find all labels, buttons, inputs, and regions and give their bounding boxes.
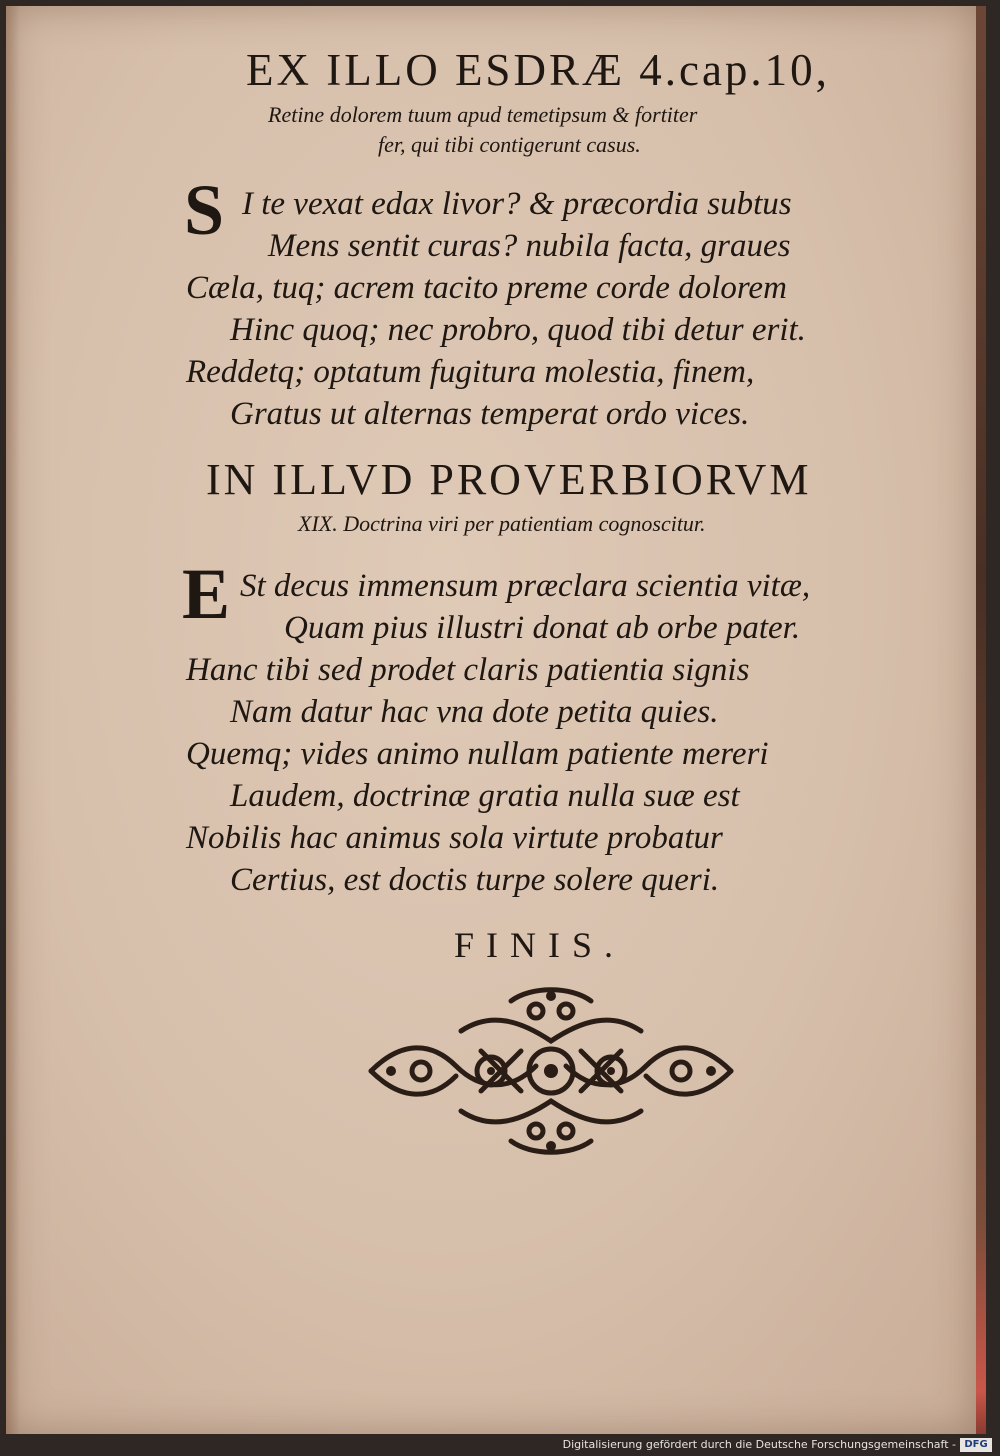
poem1-line: Gratus ut alternas temperat ordo vices. <box>230 396 750 432</box>
footer-credit: Digitalisierung gefördert durch die Deutsche Forschungsgemeinschaft - <box>0 1434 1000 1456</box>
section1-subtitle-line2: fer, qui tibi contigerunt casus. <box>378 132 641 157</box>
poem2-line: Nobilis hac animus sola virtute probatur <box>186 820 723 856</box>
poem1-line: I te vexat edax livor? & præcordia subtus <box>242 186 792 222</box>
poem2-line: Laudem, doctrinæ gratia nulla suæ est <box>230 778 740 814</box>
printer-ornament-icon <box>361 981 741 1161</box>
poem2-line: Hanc tibi sed prodet claris patientia signis <box>186 652 750 688</box>
dfg-logo-icon: DFG <box>960 1438 992 1452</box>
page-fore-edge <box>976 6 986 1434</box>
finis-label: FINIS. <box>454 925 626 965</box>
poem2-line: Quam pius illustri donat ab orbe pater. <box>284 610 801 646</box>
poem1-line: Cæla, tuq; acrem tacito preme corde dolorem <box>186 270 787 306</box>
section1-title: EX ILLO ESDRÆ 4.cap.10, <box>246 45 830 95</box>
poem2-line: Nam datur hac vna dote petita quies. <box>230 694 719 730</box>
section2-title: IN ILLVD PROVERBIORVM <box>206 455 812 504</box>
poem1-line: Reddetq; optatum fugitura molestia, finem, <box>186 354 755 390</box>
poem1-line: Mens sentit curas? nubila facta, graues <box>268 228 791 264</box>
section2-subtitle: XIX. Doctrina viri per patientiam cognoscitur. <box>298 511 706 536</box>
book-page <box>6 6 986 1434</box>
poem1-line: Hinc quoq; nec probro, quod tibi detur erit. <box>230 312 806 348</box>
poem2-line: Certius, est doctis turpe solere queri. <box>230 862 720 898</box>
section2-dropcap: E <box>182 554 231 634</box>
section1-dropcap: S <box>184 170 225 250</box>
poem2-line: St decus immensum præclara scientia vitæ, <box>240 568 811 604</box>
section1-subtitle-line1: Retine dolorem tuum apud temetipsum & fortiter <box>268 102 698 127</box>
poem2-line: Quemq; vides animo nullam patiente mereri <box>186 736 769 772</box>
